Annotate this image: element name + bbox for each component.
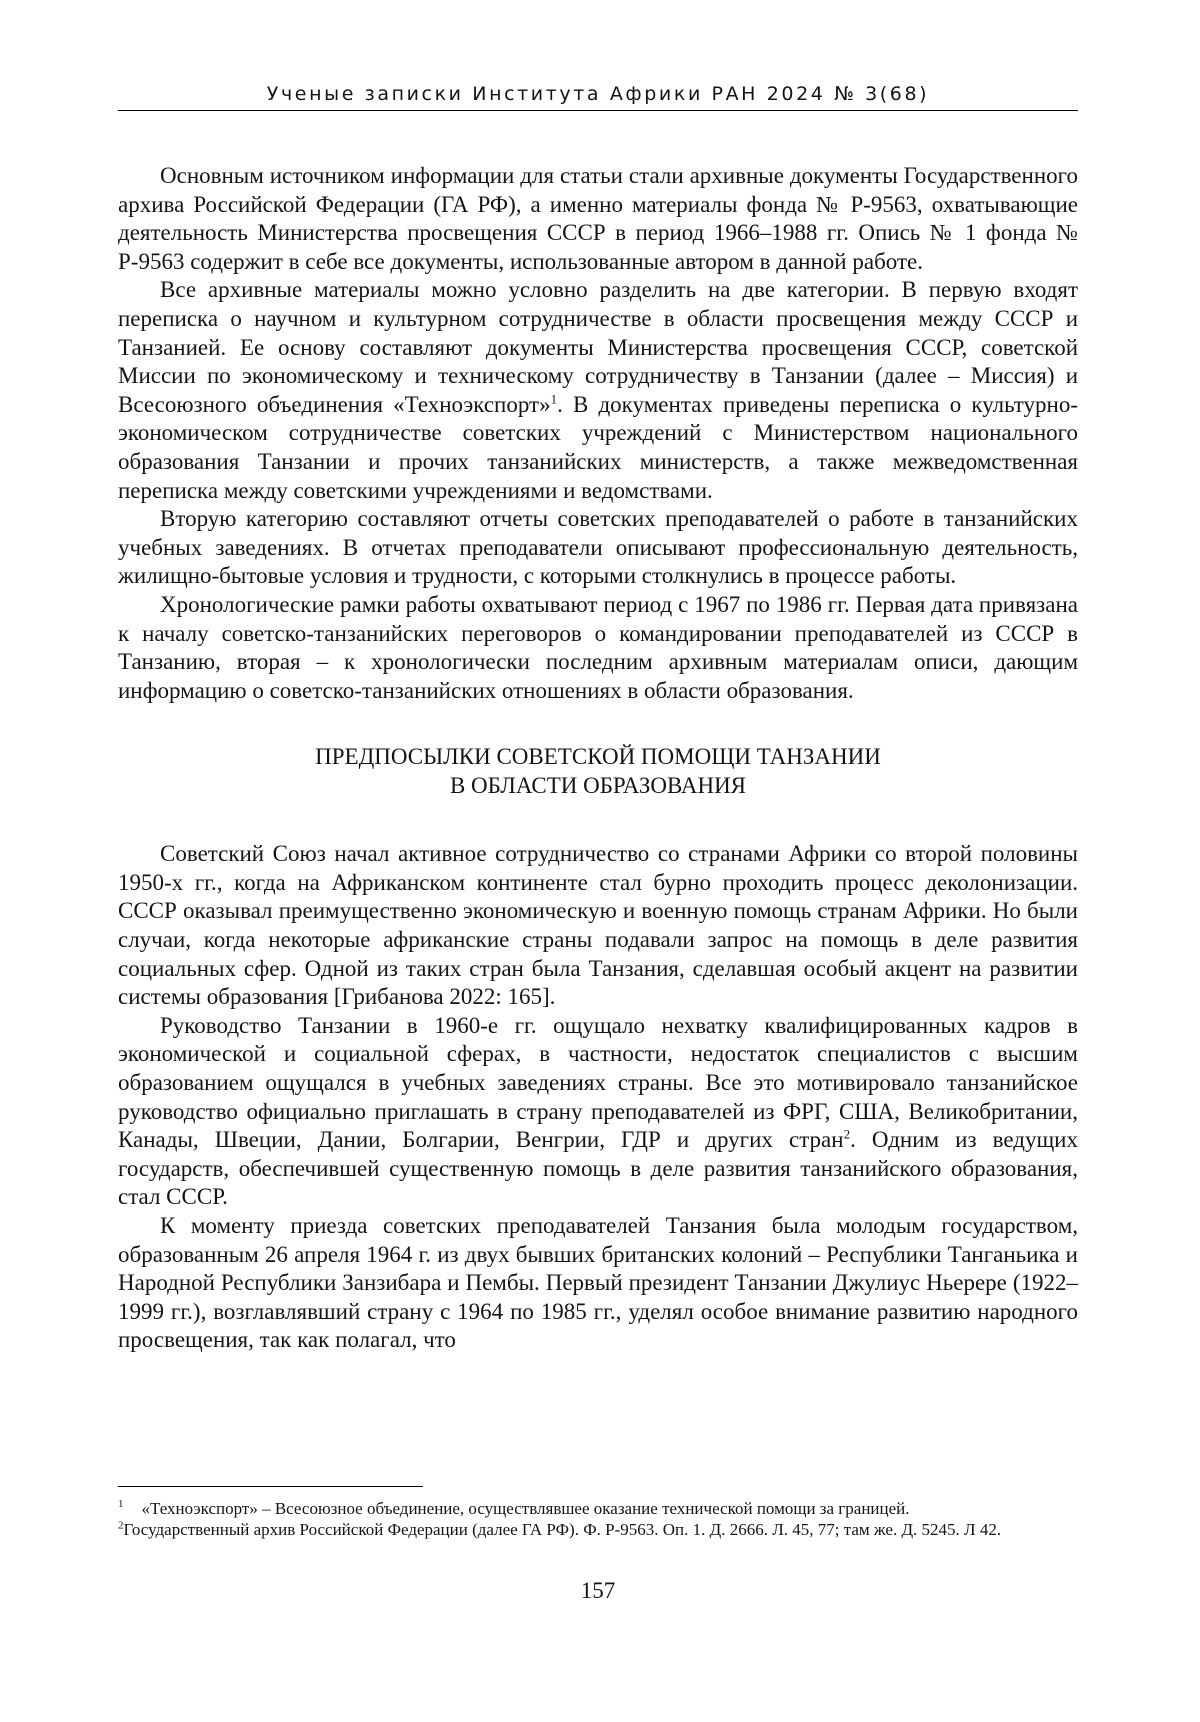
header-rule	[118, 110, 1078, 111]
paragraph-second-category	[118, 505, 1078, 591]
footnote-ref-1[interactable]: 1	[550, 391, 558, 407]
footnotes	[118, 1498, 1078, 1540]
footnote-1	[118, 1498, 1078, 1519]
paragraph-chronology	[118, 591, 1078, 705]
section-heading-line: ПРЕДПОСЫЛКИ СОВЕТСКОЙ ПОМОЩИ ТАНЗАНИИ	[315, 744, 881, 770]
paragraph-categories	[118, 276, 1078, 505]
footnote-mark: 1	[118, 1498, 124, 1511]
paragraph-text: Основным источником информации для статьи стали архивные документы Государственного архива Российской Федерации (ГА РФ), а именно материалы фонда № Р-9563, охватывающие деятельность Министерства просвещения СССР в период 1966–1988 гг. Опись № 1 фонда № Р-9563 содержит в себе все документы, использованные автором в данной работе.	[118, 163, 1078, 274]
page-number: 157	[580, 1578, 616, 1603]
footnote-text: «Техноэкспорт» – Всесоюзное объединение, осуществлявшее оказание технической помощи за границей.	[141, 1499, 910, 1518]
paragraph-leadership	[118, 1012, 1078, 1212]
paragraph-text: К моменту приезда советских преподавателей Танзания была молодым государством, образованным 26 апреля 1964 г. из двух бывших британских колоний – Республики Танганьика и Народной Республики Занзибара и Пембы. Первый президент Танзании Джулиус Ньерере (1922–1999 гг.), возглавлявший страну с 1964 по 1985 гг., уделял особое внимание развитию народного просвещения, так как полагал, что	[118, 1213, 1078, 1353]
footnote-mark: 2	[118, 1519, 124, 1532]
footnote-2	[118, 1519, 1078, 1540]
footnote-text: Государственный архив Российской Федерации (далее ГА РФ). Ф. Р-9563. Оп. 1. Д. 2666. Л. 45, 77; там же. Д. 5245. Л 42.	[123, 1520, 1002, 1539]
running-header: Ученые записки Института Африки РАН 2024 № 3(68)	[266, 83, 930, 105]
section-heading	[118, 743, 1078, 800]
paragraph-text: Вторую категорию составляют отчеты советских преподавателей о работе в танзанийских учебных заведениях. В отчетах преподаватели описывают профессиональную деятельность, жилищно-бытовые условия и трудности, с которыми столкнулись в процессе работы.	[118, 506, 1078, 589]
article-body	[118, 162, 1078, 1355]
paragraph-text: . В документах приведены переписка о культурно-экономическом сотрудничестве советских учреждений с Министерством национального образования Танзании и прочих танзанийских министерств, а также межведомственная переписка между советскими учреждениями и ведомствами.	[118, 391, 1078, 503]
paragraph-text: Советский Союз начал активное сотрудничество со странами Африки со второй половины 1950-х гг., когда на Африканском континенте стал бурно проходить процесс деколонизации. СССР оказывал преимущественно экономическую и военную помощь странам Африки. Но были случаи, когда некоторые африканские страны подавали запрос на помощь в деле развития социальных сфер. Одной из таких стран была Танзания, сделавшая особый акцент на развитии системы образования [Грибанова 2022: 165].	[118, 841, 1078, 1010]
paragraph-sources	[118, 162, 1078, 276]
footnote-ref-2[interactable]: 2	[843, 1126, 851, 1142]
paragraph-text: Хронологические рамки работы охватывают период с 1967 по 1986 гг. Первая дата привязана к началу советско-танзанийских переговоров о командировании преподавателей из СССР в Танзанию, вторая – к хронологически последним архивным материалам описи, дающим информацию о советско-танзанийских отношениях в области образования.	[118, 591, 1078, 703]
paragraph-tanzania-history	[118, 1212, 1078, 1355]
paragraph-text: Все архивные материалы можно условно разделить на две категории. В первую входят переписка о научном и культурном сотрудничестве в области просвещения между СССР и Танзанией. Ее основу составляют документы Министерства просвещения СССР, советской Миссии по экономическому и техническому сотрудничеству в Танзании (далее – Миссия) и Всесоюзного объединения «Техноэкспорт»	[118, 277, 1078, 417]
paragraph-text: Руководство Танзании в 1960-е гг. ощущало нехватку квалифицированных кадров в экономической и социальной сферах, в частности, недостаток специалистов с высшим образованием ощущался в учебных заведениях страны. Все это мотивировало танзанийское руководство официально приглашать в страну преподавателей из ФРГ, США, Великобритании, Канады, Швеции, Дании, Болгарии, Венгрии, ГДР и других стран	[118, 1012, 1078, 1153]
section-heading-line: В ОБЛАСТИ ОБРАЗОВАНИЯ	[449, 772, 747, 798]
footnote-rule	[118, 1486, 423, 1487]
paragraph-soviet-union	[118, 840, 1078, 1012]
paragraph-text: . Одним из ведущих государств, обеспечившей существенную помощь в деле развития танзанийского образования, стал СССР.	[118, 1127, 1078, 1210]
